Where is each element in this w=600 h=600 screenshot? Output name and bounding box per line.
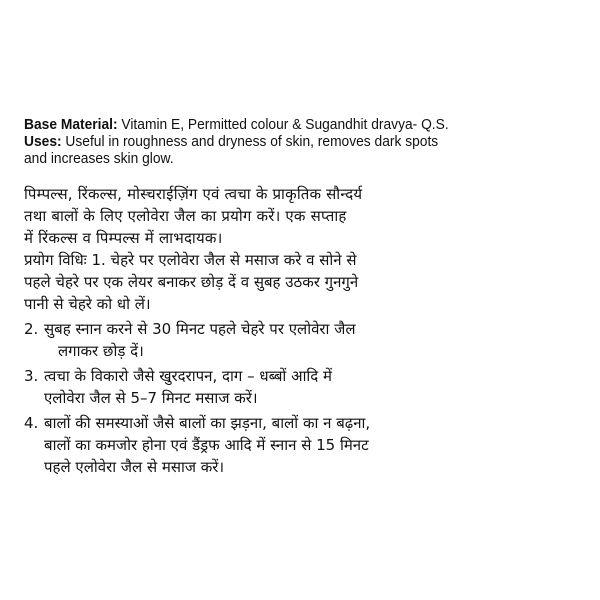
- method-line-1: प्रयोग विधिः 1. चेहरे पर एलोवेरा जैल से मसाज करे व सोने से: [24, 251, 357, 269]
- uses-heading: Uses:: [24, 133, 62, 150]
- item-number: 2.: [24, 320, 39, 338]
- item-3-line-2: एलोवेरा जैल से 5–7 मिनट मसाज करें।: [44, 389, 258, 407]
- method-line-3: पानी से चेहरे को धो लें।: [24, 295, 151, 313]
- base-material-text: Vitamin E, Permitted colour & Sugandhit dravya- Q.S.: [117, 116, 449, 133]
- hindi-instructions-block: [24, 183, 584, 478]
- item-4-line-3: पहले एलोवेरा जैल से मसाज करें।: [44, 458, 225, 476]
- uses-text-line1: Useful in roughness and dryness of skin, removes dark spots: [61, 133, 439, 150]
- list-item: [24, 365, 584, 409]
- english-info-block: [24, 116, 583, 167]
- intro-line-1: पिम्पल्स, रिंकल्स, मोस्चराईज़िंग एवं त्वचा के प्राकृतिक सौन्दर्य: [24, 185, 363, 203]
- item-text: [44, 365, 584, 409]
- list-item: [24, 412, 584, 478]
- item-2-line-1: सुबह स्नान करने से 30 मिनट पहले चेहरे पर एलोवेरा जैल: [44, 320, 356, 338]
- base-material-line: [24, 116, 583, 133]
- item-number: 3.: [24, 367, 39, 385]
- intro-line-3: में रिंकल्स व पिम्पल्स में लाभदायक।: [24, 229, 223, 247]
- intro-line-2: तथा बालों के लिए एलोवेरा जैल का प्रयोग करें। एक सप्ताह: [24, 207, 347, 225]
- item-number: 4.: [24, 414, 39, 432]
- item-4-line-2: बालों का कमजोर होना एवं डैंड्रफ आदि में स्नान से 15 मिनट: [44, 436, 369, 454]
- item-text: [44, 412, 584, 478]
- list-item: [24, 318, 584, 362]
- uses-text-line2: and increases skin glow.: [24, 150, 174, 167]
- item-3-line-1: त्वचा के विकारो जैसे खुरदरापन, दाग – धब्बों आदि में: [44, 367, 332, 385]
- base-material-heading: Base Material:: [24, 116, 118, 133]
- uses-line: [24, 133, 583, 150]
- item-4-line-1: बालों की समस्याओं जैसे बालों का झड़ना, बालों का न बढ़ना,: [44, 414, 371, 432]
- item-text: [44, 318, 584, 362]
- method-line-2: पहले चेहरे पर एक लेयर बनाकर छोड़ दें व सुबह उठकर गुनगुने: [24, 273, 359, 291]
- item-2-line-2: लगाकर छोड़ दें।: [58, 342, 144, 360]
